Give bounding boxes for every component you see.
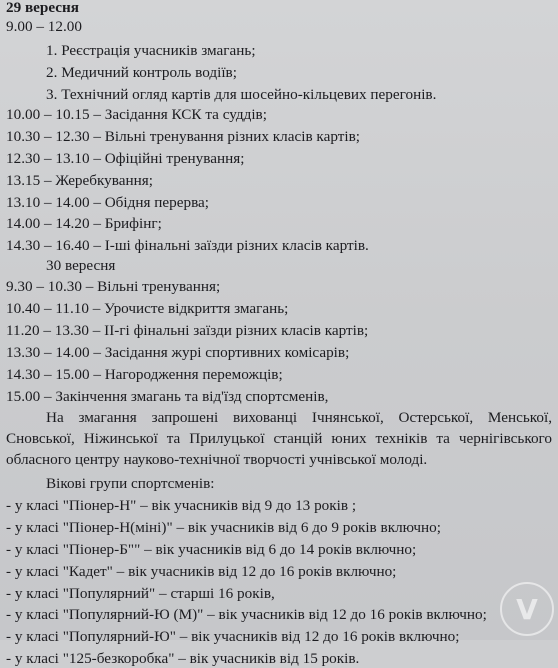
schedule-line: 15.00 – Закінчення змагань та від'їзд спортсменів, <box>6 388 329 405</box>
day1-time: 9.00 – 12.00 <box>6 18 82 35</box>
schedule-line: 14.30 – 16.40 – І-ші фінальні заїзди різних класів картів. <box>6 237 369 254</box>
schedule-line: 14.00 – 14.20 – Брифінг; <box>6 215 162 232</box>
invite-paragraph-line: обласного центру науково-технічної творчості учнівської молоді. <box>6 451 428 468</box>
invite-paragraph-line: На змагання запрошені вихованці Ічнянської, Остерської, Менської, <box>46 409 552 426</box>
age-group-item: - у класі "Піонер-Н" – вік учасників від 9 до 13 років ; <box>6 497 357 514</box>
age-groups-title: Вікові групи спортсменів: <box>46 475 215 492</box>
schedule-line: 13.10 – 14.00 – Обідня перерва; <box>6 194 209 211</box>
schedule-line: 12.30 – 13.10 – Офіційні тренування; <box>6 150 245 167</box>
age-group-item: - у класі "Піонер-Б"" – вік учасників від 6 до 14 років включно; <box>6 541 417 558</box>
schedule-line: 14.30 – 15.00 – Нагородження переможців; <box>6 366 283 383</box>
age-group-item: - у класі "125-безкоробка" – вік учасників від 15 років. <box>6 650 360 667</box>
schedule-line: 9.30 – 10.30 – Вільні тренування; <box>6 278 221 295</box>
age-group-item: - у класі "Піонер-Н(міні)" – вік учасників від 6 до 9 років включно; <box>6 519 441 536</box>
schedule-line: 10.00 – 10.15 – Засідання КСК та суддів; <box>6 106 267 123</box>
day2-date: 30 вересня <box>46 257 116 274</box>
watermark-logo-icon <box>500 582 554 636</box>
schedule-line: 13.30 – 14.00 – Засідання журі спортивних комісарів; <box>6 344 350 361</box>
day1-date: 29 вересня <box>6 0 80 16</box>
invite-paragraph-line: Сновської, Ніжинської та Прилуцької станцій юних техніків та чернігівського <box>6 430 552 447</box>
schedule-line: 10.30 – 12.30 – Вільні тренування різних класів картів; <box>6 128 360 145</box>
day1-item: 2. Медичний контроль водіїв; <box>46 64 237 81</box>
age-group-item: - у класі "Кадет" – вік учасників від 12 до 16 років включно; <box>6 563 397 580</box>
schedule-line: 11.20 – 13.30 – ІІ-гі фінальні заїзди різних класів картів; <box>6 322 369 339</box>
age-group-item: - у класі "Популярний-Ю" – вік учасників від 12 до 16 років включно; <box>6 628 460 645</box>
schedule-line: 10.40 – 11.10 – Урочисте відкриття змагань; <box>6 300 289 317</box>
schedule-line: 13.15 – Жеребкування; <box>6 172 153 189</box>
day1-item: 1. Реєстрація учасників змагань; <box>46 42 256 59</box>
age-group-item: - у класі "Популярний" – старші 16 років, <box>6 585 275 602</box>
day1-item: 3. Технічний огляд картів для шосейно-кільцевих перегонів. <box>46 86 437 103</box>
age-group-item: - у класі "Популярний-Ю (М)" – вік учасників від 12 до 16 років включно; <box>6 606 487 623</box>
watermark-letter: V <box>516 592 538 626</box>
